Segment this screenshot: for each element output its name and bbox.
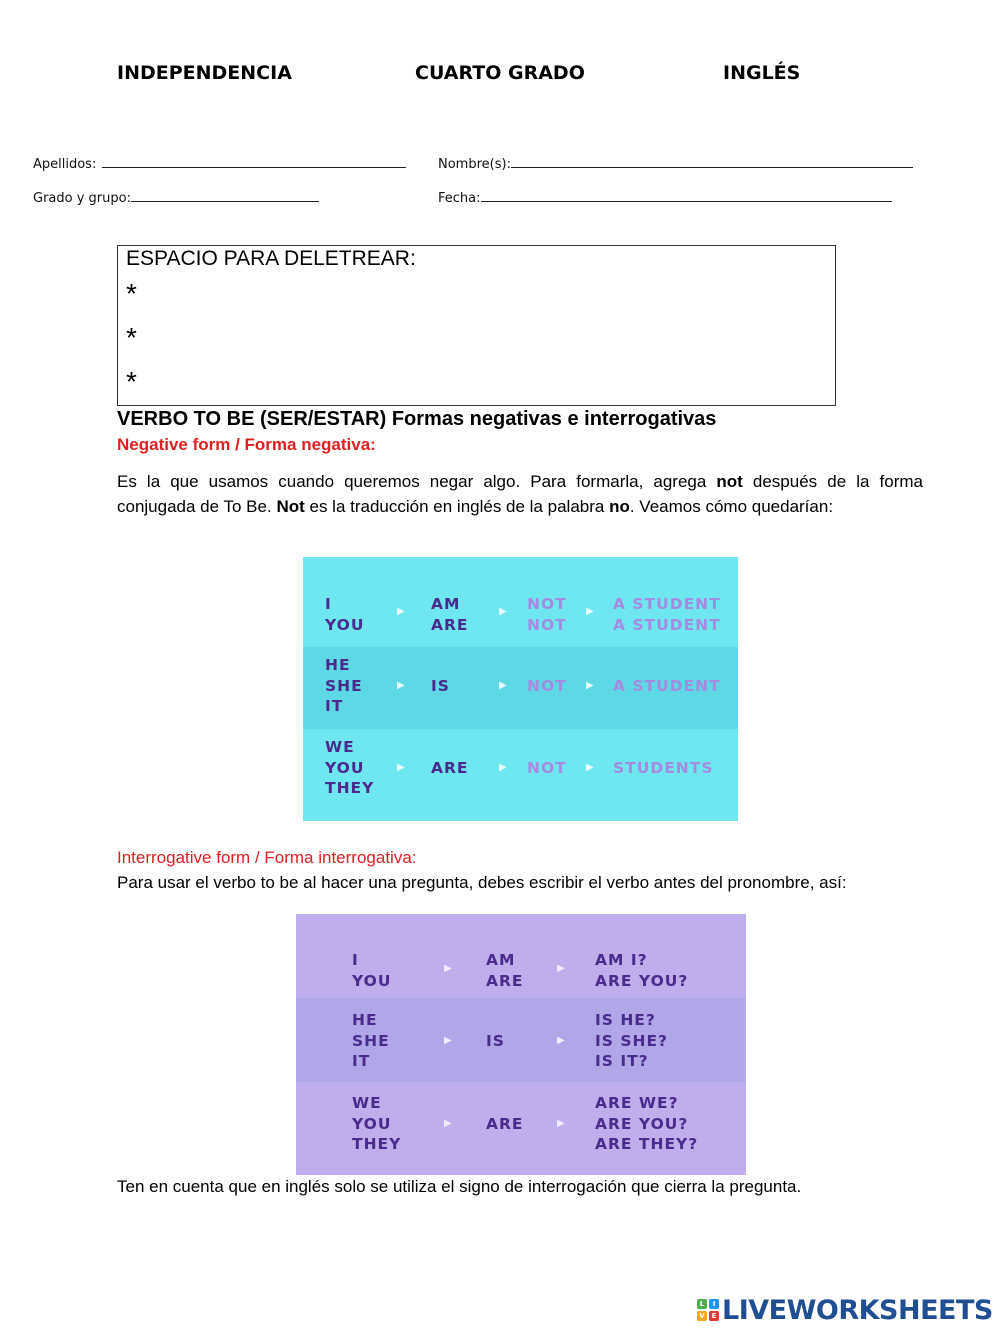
grado-grupo-label: Grado y grupo:	[33, 191, 131, 206]
arrow-icon: ▶	[557, 1035, 566, 1046]
pronoun: WE	[352, 1094, 382, 1112]
negative-row-3	[303, 729, 738, 821]
pronoun: THEY	[325, 779, 375, 797]
verb: AM	[431, 595, 461, 613]
spelling-box[interactable]	[117, 245, 836, 406]
arrow-icon: ▶	[499, 606, 508, 617]
question: ARE WE?	[595, 1094, 679, 1112]
negative-row-1	[303, 557, 738, 647]
header-subject: INGLÉS	[723, 62, 801, 84]
arrow-icon: ▶	[444, 1035, 453, 1046]
verb: AM	[486, 951, 516, 969]
fecha-line[interactable]	[481, 189, 892, 202]
fecha-label: Fecha:	[438, 191, 481, 206]
interrogative-note: Ten en cuenta que en inglés solo se utiliza el signo de interrogación que cierra la pregunta.	[117, 1177, 802, 1196]
negation: NOT	[527, 595, 567, 613]
pronoun: IT	[352, 1052, 371, 1070]
negative-explanation: Es la que usamos cuando queremos negar algo. Para formarla, agrega not después de la forma conjugada de To Be. Not es la traducción en inglés de la palabra no. Veamos cómo quedarían:	[117, 472, 923, 516]
header-grade: CUARTO GRADO	[415, 62, 585, 84]
negation: NOT	[527, 759, 567, 777]
grado-grupo-line[interactable]	[131, 189, 319, 202]
header-school: INDEPENDENCIA	[117, 62, 292, 84]
question: ARE YOU?	[595, 971, 689, 990]
question: ARE THEY?	[595, 1135, 699, 1153]
interrogative-row-3	[296, 1082, 746, 1175]
pronoun: SHE	[352, 1031, 390, 1050]
question: AM I?	[595, 951, 648, 969]
arrow-icon: ▶	[557, 1118, 566, 1129]
pronoun: WE	[325, 738, 355, 756]
nombres-line[interactable]	[511, 155, 913, 168]
spelling-title: ESPACIO PARA DELETREAR:	[126, 247, 416, 270]
arrow-icon: ▶	[444, 963, 453, 974]
interrogative-form-title: Interrogative form / Forma interrogativa:	[117, 848, 417, 867]
negative-form-title: Negative form / Forma negativa:	[117, 435, 376, 454]
pronoun: I	[352, 951, 359, 969]
pronoun: YOU	[325, 758, 365, 777]
pronoun: SHE	[325, 676, 363, 695]
grado-grupo-field	[33, 189, 319, 206]
complement: A STUDENT	[613, 677, 721, 695]
apellidos-label: Apellidos:	[33, 157, 97, 172]
logo-letter: E	[709, 1311, 719, 1321]
verb: IS	[431, 677, 450, 695]
question: IS IT?	[595, 1052, 649, 1070]
pronoun: YOU	[352, 971, 392, 990]
pronoun: THEY	[352, 1135, 402, 1153]
pronoun: HE	[352, 1011, 378, 1029]
complement: A STUDENT	[613, 615, 721, 634]
question: IS HE?	[595, 1011, 656, 1029]
arrow-icon: ▶	[586, 680, 595, 691]
negative-table	[303, 557, 738, 821]
pronoun: YOU	[325, 615, 365, 634]
apellidos-field	[33, 155, 406, 172]
question: ARE YOU?	[595, 1114, 689, 1133]
pronoun: IT	[325, 697, 344, 715]
pronoun: YOU	[352, 1114, 392, 1133]
spelling-bullet-3: *	[126, 366, 137, 397]
interrogative-table	[296, 914, 746, 1175]
negation: NOT	[527, 615, 567, 634]
verb: IS	[486, 1032, 505, 1050]
question: IS SHE?	[595, 1031, 669, 1050]
arrow-icon: ▶	[444, 1118, 453, 1129]
spelling-bullet-2: *	[126, 322, 137, 353]
verb: ARE	[486, 971, 524, 990]
verb: ARE	[431, 759, 469, 777]
negation: NOT	[527, 677, 567, 695]
interrogative-row-2	[296, 998, 746, 1082]
interrogative-row-1	[296, 914, 746, 998]
section-title: VERBO TO BE (SER/ESTAR) Formas negativas e interrogativas	[117, 408, 717, 430]
spelling-bullet-1: *	[126, 278, 137, 309]
verb: ARE	[431, 615, 469, 634]
arrow-icon: ▶	[586, 762, 595, 773]
apellidos-line[interactable]	[102, 155, 406, 168]
pronoun: I	[325, 595, 332, 613]
arrow-icon: ▶	[499, 680, 508, 691]
logo-letter: I	[709, 1299, 719, 1309]
arrow-icon: ▶	[557, 963, 566, 974]
logo-mark-icon	[697, 1299, 719, 1321]
nombres-label: Nombre(s):	[438, 157, 511, 172]
liveworksheets-logo	[697, 1292, 993, 1328]
complement: STUDENTS	[613, 759, 714, 777]
verb: ARE	[486, 1115, 524, 1133]
logo-text: LIVEWORKSHEETS	[722, 1294, 993, 1326]
logo-letter: L	[697, 1299, 707, 1309]
arrow-icon: ▶	[397, 680, 406, 691]
logo-letter: V	[697, 1311, 707, 1321]
arrow-icon: ▶	[397, 762, 406, 773]
interrogative-explanation: Para usar el verbo to be al hacer una pregunta, debes escribir el verbo antes del pronombre, así:	[117, 873, 847, 892]
arrow-icon: ▶	[586, 606, 595, 617]
nombres-field	[438, 155, 913, 172]
complement: A STUDENT	[613, 595, 721, 613]
pronoun: HE	[325, 656, 351, 674]
negative-row-2	[303, 647, 738, 729]
fecha-field	[438, 189, 892, 206]
arrow-icon: ▶	[499, 762, 508, 773]
arrow-icon: ▶	[397, 606, 406, 617]
